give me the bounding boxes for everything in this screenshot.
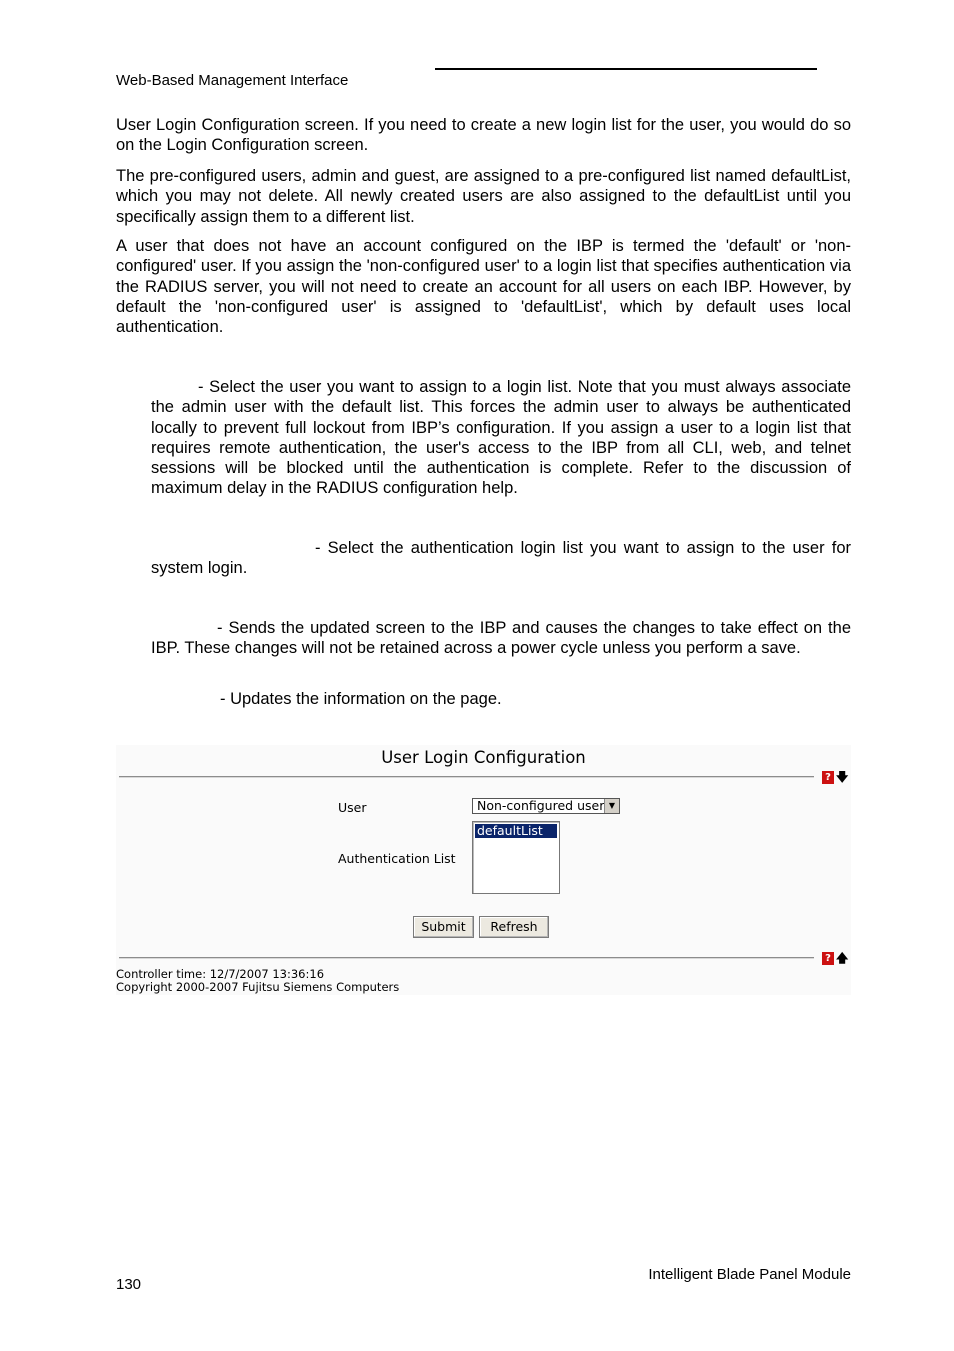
page-number: 130 <box>116 1276 142 1293</box>
auth-list-listbox[interactable] <box>472 821 560 894</box>
help-icon[interactable]: ? <box>822 771 834 784</box>
refresh-button[interactable]: Refresh <box>479 916 549 938</box>
chevron-down-icon[interactable]: ▼ <box>604 799 619 813</box>
user-field-description: - Select the user you want to assign to a login list. Note that you must always associate the admin user with the default list. This forces the admin user to always be authenticated locally to prevent full lockout from IBP’s configuration. If you assign a user to a login list that requires remote authentication, the user's access to the IBP from all CLI, web, and telnet sessions will be blocked until the authentication is complete. Refer to the discussion of maximum delay in the RADIUS configuration help. <box>151 378 851 498</box>
copyright: Copyright 2000-2007 Fujitsu Siemens Computers <box>116 980 400 994</box>
running-header: Web-Based Management Interface <box>116 72 349 89</box>
user-select[interactable] <box>472 798 620 814</box>
arrow-up-icon[interactable]: 🡅 <box>836 951 849 965</box>
paragraph-3: A user that does not have an account configured on the IBP is termed the 'default' or 'non-configured' user. If you assign the 'non-configured user' to a login list that specifies authentication via the RADIUS server, you will not need to create an account for all users on each IBP. However, by default the 'non-configured user' is assigned to 'defaultList', which by default uses local authentication. <box>116 237 851 337</box>
header-rule <box>435 68 817 70</box>
user-label: User <box>338 800 367 815</box>
refresh-description: - Updates the information on the page. <box>220 690 502 708</box>
screen-title: User Login Configuration <box>381 748 586 767</box>
submit-button[interactable]: Submit <box>413 916 474 938</box>
bottom-divider <box>119 957 814 959</box>
auth-list-description: - Select the authentication login list you want to assign to the user for system login. <box>151 539 851 578</box>
top-divider <box>119 776 814 778</box>
user-select-value: Non-configured user <box>477 798 605 813</box>
submit-description: - Sends the updated screen to the IBP and causes the changes to take effect on the IBP. These changes will not be retained across a power cycle unless you perform a save. <box>151 619 851 658</box>
auth-list-label: Authentication List <box>338 851 456 866</box>
paragraph-1: User Login Configuration screen. If you need to create a new login list for the user, you would do so on the Login Configuration screen. <box>116 116 851 155</box>
controller-time: Controller time: 12/7/2007 13:36:16 <box>116 967 325 981</box>
list-item[interactable]: defaultList <box>475 824 557 838</box>
paragraph-2: The pre-configured users, admin and guest, are assigned to a pre-configured list named defaultList, which you may not delete. All newly created users are also assigned to the defaultList until you specifically assign them to a different list. <box>116 167 851 226</box>
help-icon-bottom[interactable]: ? <box>822 952 834 965</box>
arrow-down-icon[interactable]: 🡇 <box>836 770 849 784</box>
user-login-config-screenshot <box>116 745 851 995</box>
product-name: Intelligent Blade Panel Module <box>648 1266 851 1283</box>
